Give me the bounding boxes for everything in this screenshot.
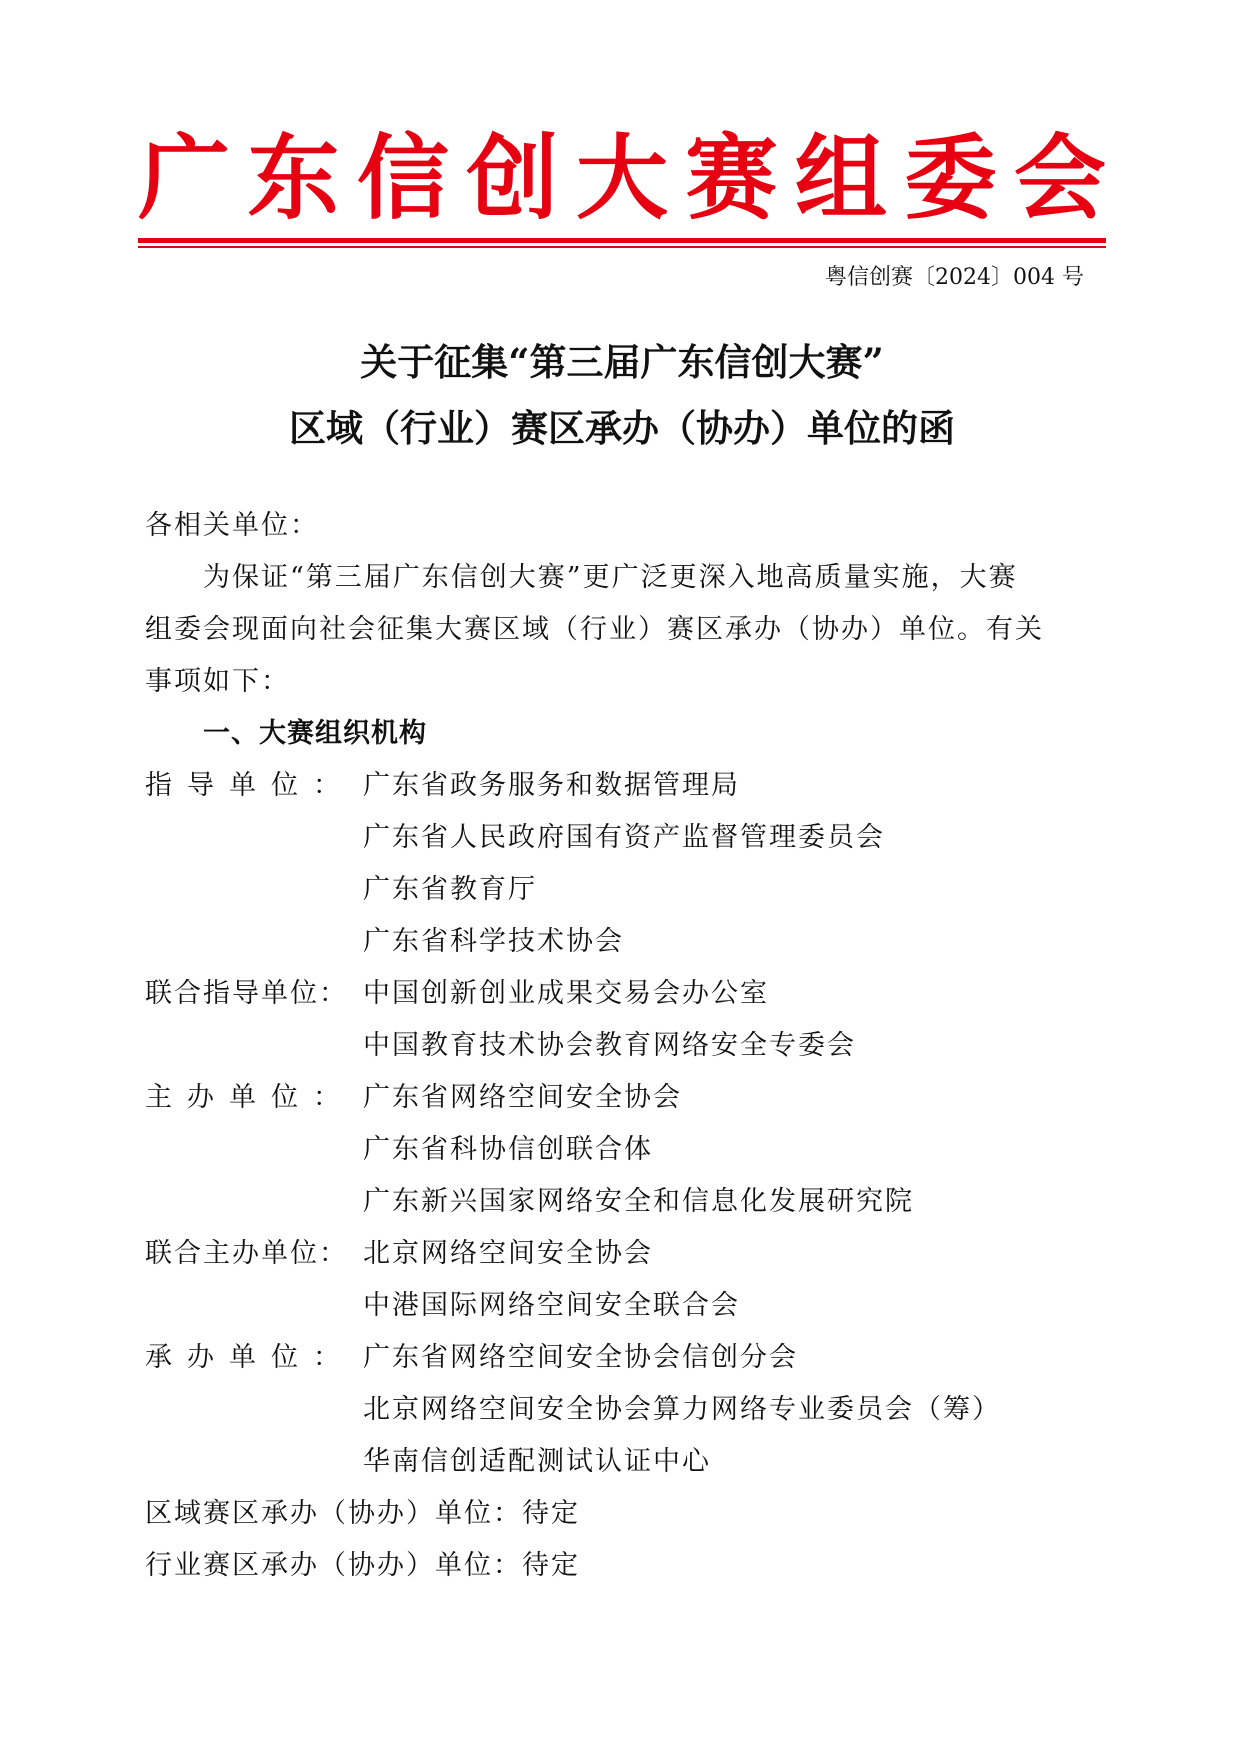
joint-host-item: 北京网络空间安全协会 <box>363 1238 653 1269</box>
document-number: 粤信创赛〔2024〕004 号 <box>825 265 1084 290</box>
host-label: 主办单位： <box>145 1082 355 1113</box>
intro-line-3: 事项如下： <box>145 666 290 697</box>
section-heading: 一、大赛组织机构 <box>203 718 427 749</box>
guide-item: 广东省人民政府国有资产监督管理委员会 <box>363 822 885 853</box>
document-title-line-1: 关于征集“第三届广东信创大赛” <box>360 340 884 384</box>
joint-guide-label: 联合指导单位： <box>145 978 348 1009</box>
regional-organizer: 区域赛区承办（协办）单位：待定 <box>145 1498 580 1529</box>
masthead-char: 大 <box>575 124 668 232</box>
guide-item: 广东省政务服务和数据管理局 <box>363 770 740 801</box>
host-item: 广东新兴国家网络安全和信息化发展研究院 <box>363 1186 914 1217</box>
salutation: 各相关单位： <box>145 510 319 541</box>
guide-item: 广东省科学技术协会 <box>363 926 624 957</box>
joint-guide-item: 中国创新创业成果交易会办公室 <box>363 978 769 1009</box>
joint-host-label: 联合主办单位： <box>145 1238 348 1269</box>
joint-guide-item: 中国教育技术协会教育网络安全专委会 <box>363 1030 856 1061</box>
document-title-line-2: 区域（行业）赛区承办（协办）单位的函 <box>289 406 955 450</box>
organizer-item: 广东省网络空间安全协会信创分会 <box>363 1342 798 1373</box>
masthead-char: 广 <box>138 124 231 232</box>
industry-organizer: 行业赛区承办（协办）单位：待定 <box>145 1550 580 1581</box>
organizer-item: 华南信创适配测试认证中心 <box>363 1446 711 1477</box>
masthead-title <box>138 122 1106 234</box>
masthead-char: 赛 <box>685 124 778 232</box>
masthead-char: 会 <box>1013 124 1106 232</box>
host-item: 广东省科协信创联合体 <box>363 1134 653 1165</box>
joint-host-item: 中港国际网络空间安全联合会 <box>363 1290 740 1321</box>
organizer-item: 北京网络空间安全协会算力网络专业委员会（筹） <box>363 1394 1001 1425</box>
masthead-char: 创 <box>466 124 559 232</box>
guide-label: 指导单位： <box>145 770 355 801</box>
intro-line-2: 组委会现面向社会征集大赛区域（行业）赛区承办（协办）单位。有关 <box>145 614 1044 645</box>
intro-line-1: 为保证“第三届广东信创大赛”更广泛更深入地高质量实施，大赛 <box>203 562 1018 593</box>
host-item: 广东省网络空间安全协会 <box>363 1082 682 1113</box>
masthead-char: 委 <box>904 124 997 232</box>
guide-item: 广东省教育厅 <box>363 874 537 905</box>
organizer-label: 承办单位： <box>145 1342 355 1373</box>
red-rule-thick <box>138 238 1106 243</box>
masthead-char: 组 <box>794 124 887 232</box>
red-rule-thin <box>138 246 1106 248</box>
masthead-char: 信 <box>356 124 449 232</box>
masthead-char: 东 <box>247 124 340 232</box>
